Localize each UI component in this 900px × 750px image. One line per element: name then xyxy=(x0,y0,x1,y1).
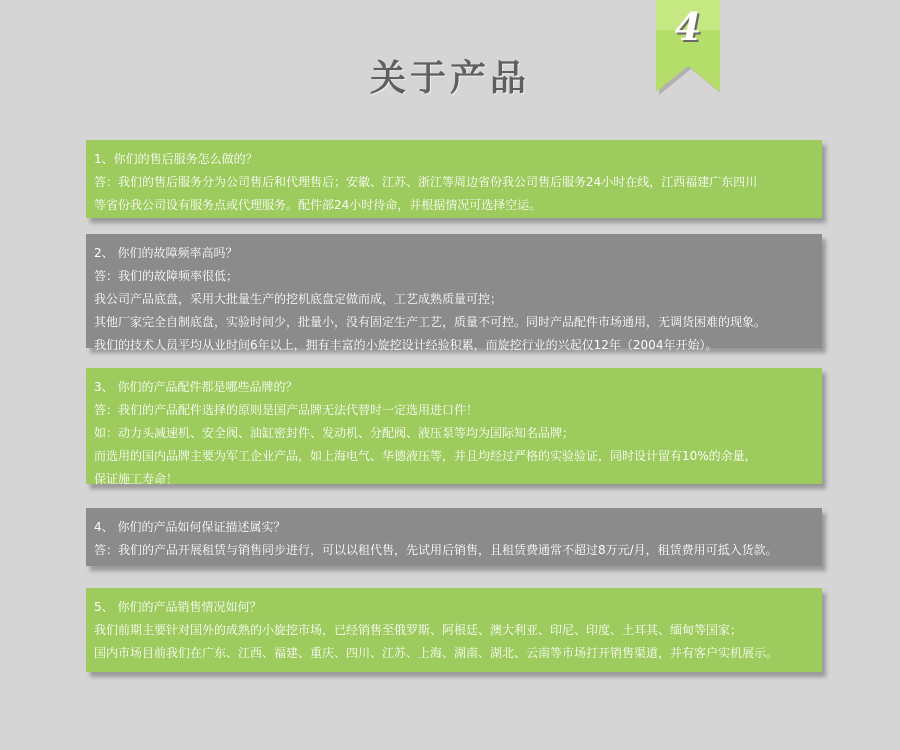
faq-2-answer-line: 答：我们的故障频率很低； xyxy=(94,269,239,283)
faq-3-answer-line: 如：动力头减速机、安全阀、油缸密封件、发动机、分配阀、液压泵等均为国际知名品牌； xyxy=(94,426,575,440)
faq-2-question: 2、 你们的故障频率高吗？ xyxy=(94,246,238,260)
faq-5-answer-line: 我们前期主要针对国外的成熟的小旋挖市场，已经销售至俄罗斯、阿根廷、澳大利亚、印尼、印度、土耳其、缅甸等国家； xyxy=(94,623,743,637)
faq-card-4 xyxy=(86,508,822,566)
faq-card-5 xyxy=(86,588,822,672)
faq-5-answer-line: 国内市场目前我们在广东、江西、福建、重庆、四川、江苏、上海、湖南、湖北、云南等市场打开销售渠道，并有客户实机展示。 xyxy=(94,646,779,660)
faq-3-question: 3、 你们的产品配件都是哪些品牌的？ xyxy=(94,380,298,394)
section-number: 4 xyxy=(674,4,702,49)
faq-card-3 xyxy=(86,368,822,484)
faq-card-1 xyxy=(86,140,822,218)
page-title: 关于产品 xyxy=(369,58,530,99)
faq-card-2 xyxy=(86,234,822,352)
faq-5-question: 5、 你们的产品销售情况如何？ xyxy=(94,600,262,614)
faq-2-answer-line: 我公司产品底盘，采用大批量生产的挖机底盘定做而成，工艺成熟质量可控； xyxy=(94,292,503,306)
faq-1-answer-line: 答：我们的售后服务分为公司售后和代理售后；安徽、江苏、浙江等周边省份我公司售后服务24小时在线，江西福建广东四川 xyxy=(94,175,758,189)
faq-1-answer-line: 等省份我公司设有服务点或代理服务。配件部24小时待命，并根据情况可选择空运。 xyxy=(94,198,542,212)
faq-1-question: 1、你们的售后服务怎么做的？ xyxy=(94,152,258,166)
faq-3-answer-line: 保证施工寿命！ xyxy=(94,472,179,486)
faq-3-answer-line: 而选用的国内品牌主要为军工企业产品，如上海电气、华德液压等，并且均经过严格的实验验证，同时设计留有10%的余量， xyxy=(94,449,757,463)
faq-2-answer-line: 我们的技术人员平均从业时间6年以上，拥有丰富的小旋挖设计经验积累，而旋挖行业的兴起仅12年（2004年开始）。 xyxy=(94,338,718,352)
faq-4-question: 4、 你们的产品如何保证描述属实？ xyxy=(94,520,286,534)
faq-3-answer-line: 答：我们的产品配件选择的原则是国产品牌无法代替时一定选用进口件！ xyxy=(94,403,479,417)
faq-2-answer-line: 其他厂家完全自制底盘，实验时间少，批量小，没有固定生产工艺，质量不可控。同时产品配件市场通用，无调货困难的现象。 xyxy=(94,315,767,329)
faq-4-answer-line: 答：我们的产品开展租赁与销售同步进行，可以以租代售，先试用后销售，且租赁费通常不超过8万元/月，租赁费用可抵入货款。 xyxy=(94,543,778,557)
